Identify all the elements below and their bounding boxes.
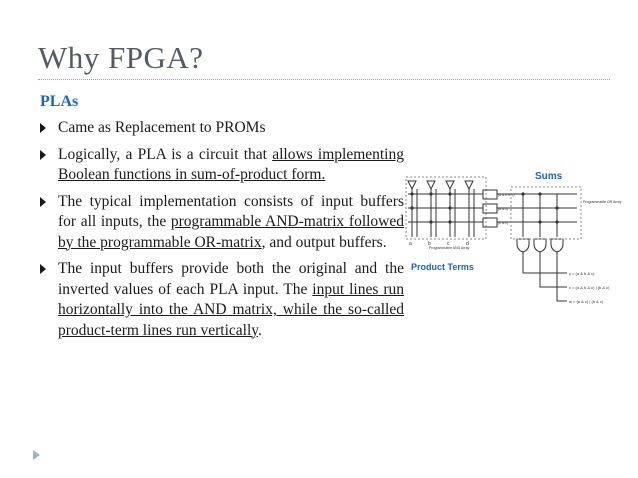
bullet-text-underlined: programmable AND-matrix followed by the programmable OR-matrix (58, 213, 404, 251)
or-array-label: Programmable OR Array (583, 200, 622, 204)
or-array-box (511, 187, 581, 239)
output-lines (523, 252, 567, 301)
term-label: (a & b & c) (498, 193, 515, 197)
input-label: b (428, 241, 431, 247)
or-inputs (497, 194, 577, 222)
section-heading: PLAs (40, 93, 79, 110)
bullet-item (38, 118, 404, 139)
bullet-text-run: The typical implementation consists of input buffers for all inputs, the (58, 192, 404, 230)
bullet-item (38, 259, 404, 341)
pla-diagram-svg (405, 163, 633, 313)
bullet-text-underlined: allows implementing Boolean functions in sum-of-product form. (58, 145, 404, 183)
bullet-item (38, 192, 404, 254)
bullet-item (38, 145, 404, 186)
sums-label: Sums (535, 171, 563, 182)
bullet-arrow-icon (40, 264, 46, 274)
output-label: x = (a & b & c) | (b & c) (569, 285, 610, 290)
bullet-text-run: The input buffers provide both the original and the inverted values of each PLA input. The (58, 260, 404, 298)
chevron-right-icon (31, 449, 43, 461)
output-label: y = (a & b & c) (569, 271, 595, 276)
term-label: (a & c) (498, 207, 509, 211)
and-gate-icon (483, 190, 497, 199)
and-gate-icon (483, 218, 497, 227)
output-label: w = (a & c) | (b & c) (569, 299, 604, 304)
wiring (406, 177, 581, 301)
term-labels (498, 193, 515, 225)
bullet-text (58, 192, 404, 254)
and-array-label: Programmable AND Array (429, 246, 470, 250)
bullet-text-run: Logically, a PLA is a circuit that (58, 145, 273, 163)
or-array-lines (523, 194, 557, 237)
input-buffer-icon (408, 181, 473, 189)
bullet-arrow-icon (40, 197, 46, 207)
title-divider (38, 79, 610, 80)
bullet-arrow-icon (40, 123, 46, 133)
bullet-text (58, 118, 404, 139)
pla-diagram (405, 163, 633, 313)
term-label: (b & c) (498, 221, 509, 225)
slide-title: Why FPGA? (38, 40, 204, 75)
product-terms-label: Product Terms (411, 262, 474, 272)
input-label: c (447, 241, 450, 247)
bullet-text-run: Came as Replacement to PROMs (58, 119, 266, 136)
input-label: a (409, 241, 412, 247)
input-label: d (466, 241, 469, 247)
bullet-arrow-icon (40, 150, 46, 160)
product-term-lines (408, 194, 483, 222)
or-gate-icon (517, 239, 563, 252)
bullet-text (58, 259, 404, 341)
bullet-text-underlined: input lines run horizontally into the AND matrix, while the so-called product-term lines run vertically (58, 280, 404, 339)
bullet-list (38, 118, 404, 347)
bullet-text (58, 145, 404, 186)
bullet-text-run: . (258, 321, 262, 339)
output-labels (569, 271, 610, 304)
and-gate-icon (483, 204, 497, 213)
bullet-text-run: , and output buffers. (261, 233, 387, 251)
input-lines (412, 189, 474, 237)
